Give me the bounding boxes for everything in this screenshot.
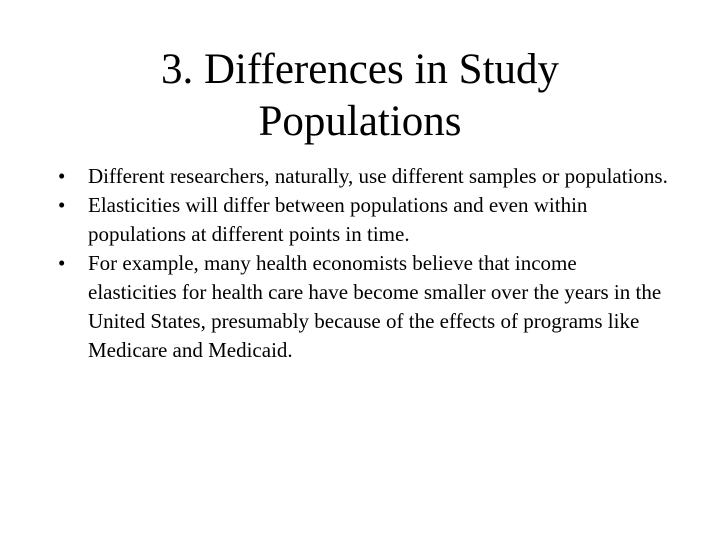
bullet-icon: •	[58, 251, 66, 275]
bullet-item-1	[58, 162, 668, 191]
slide-title-line-1: 3. Differences in Study	[160, 46, 560, 93]
bullet-icon: •	[58, 164, 66, 188]
bullet-list	[58, 162, 668, 365]
bullet-item-3	[58, 249, 668, 365]
bullet-text-1: Different researchers, naturally, use different samples or populations.	[88, 164, 668, 188]
bullet-item-2	[58, 191, 668, 249]
slide-title	[60, 44, 660, 148]
slide-title-line-2: Populations	[258, 98, 462, 145]
bullet-text-2: Elasticities will differ between populations and even within populations at different points in time.	[88, 193, 588, 246]
bullet-text-3: For example, many health economists believe that income elasticities for health care have become smaller over the years in the United States, presumably because of the effects of programs like Medicare and Medicaid.	[88, 251, 662, 362]
bullet-icon: •	[58, 193, 66, 217]
